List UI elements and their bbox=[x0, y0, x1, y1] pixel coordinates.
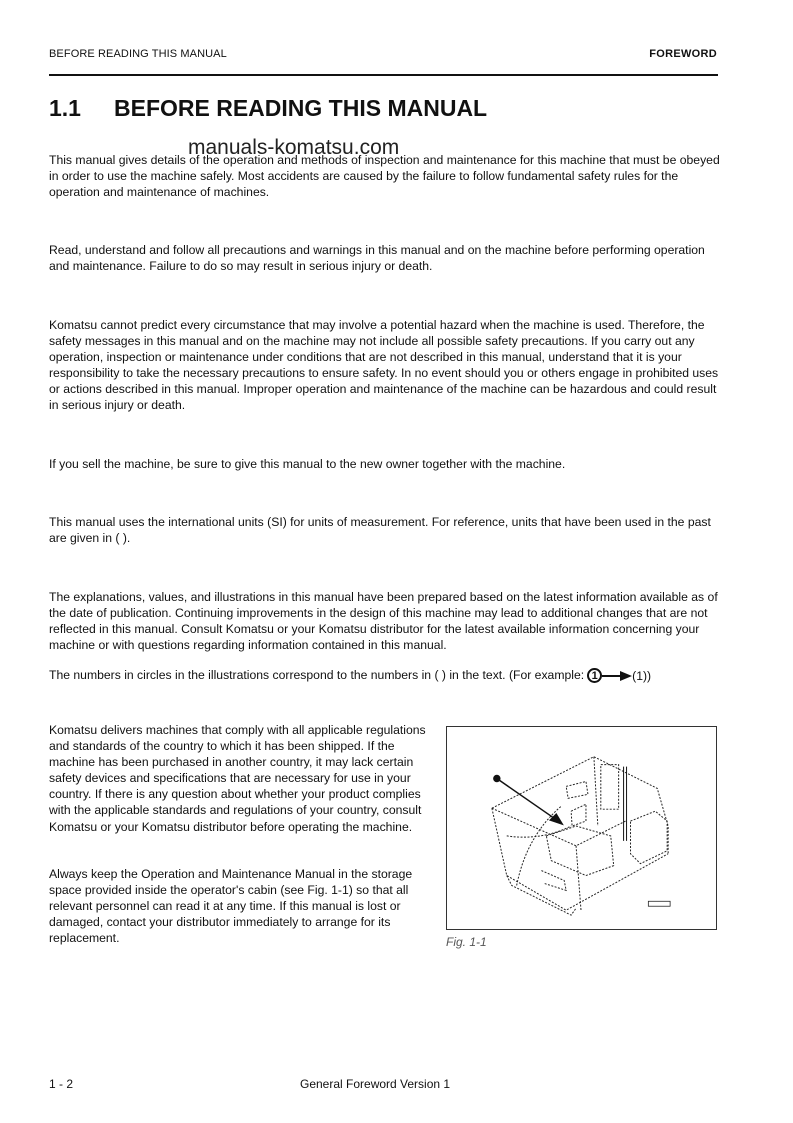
arrow-line bbox=[602, 675, 620, 677]
figure-code-label bbox=[648, 901, 670, 906]
operator-cabin-illustration bbox=[447, 727, 716, 929]
section-number: 1.1 bbox=[49, 95, 81, 121]
example-callout bbox=[584, 668, 651, 684]
paragraph-sell: If you sell the machine, be sure to give this manual to the new owner together with the machine. bbox=[49, 457, 566, 471]
paragraph-precautions: Read, understand and follow all precautions and warnings in this manual and on the machine before performing operation and maintenance. Failure to do so may result in serious injury or death. bbox=[49, 243, 705, 274]
paragraph-explanations: The explanations, values, and illustrations in this manual have been prepared based on the latest information available as of the date of publication. Continuing improvements in the design of this machine may lead to additional changes that are not reflected in this manual. Consult Komatsu or your Komatsu distributor for the latest available information concerning your machine or with questions regarding information contained in this manual. bbox=[49, 590, 718, 653]
running-header-chapter: FOREWORD bbox=[649, 48, 717, 60]
paragraph-units: This manual uses the international units (SI) for units of measurement. For reference, units that have been used in the past are given in ( ). bbox=[49, 515, 711, 546]
footer-document-version: General Foreword Version 1 bbox=[300, 1077, 451, 1091]
paragraph-intro: This manual gives details of the operation and methods of inspection and maintenance for this machine that must be obeyed in order to use the machine safely. Most accidents are caused by the failure to follow fundamental safety rules for the operation and maintenance of machines. bbox=[49, 153, 720, 200]
figure-caption: Fig. 1-1 bbox=[446, 935, 487, 949]
watermark: manuals-komatsu.com bbox=[188, 136, 400, 159]
page-number: 1 - 2 bbox=[49, 1077, 74, 1091]
paragraph-hazards: Komatsu cannot predict every circumstance that may involve a potential hazard when the machine is used. Therefore, the safety messages in this manual and on the machine may not include all possible safety precautions. If you carry out any operation, inspection or maintenance under conditions that are not described in this manual, understand that it is your responsibility to take the necessary precautions to ensure safety. In no event should you or others engage in prohibited uses or actions described in this manual. Improper operation and maintenance of the machine can be hazardous and could result in serious injury or death. bbox=[49, 318, 719, 413]
circled-number-icon: 1 bbox=[587, 668, 602, 683]
arrow-right-icon bbox=[620, 671, 632, 681]
page-title bbox=[49, 95, 487, 122]
running-header-section: BEFORE READING THIS MANUAL bbox=[49, 48, 227, 60]
paragraph-circle-numbers bbox=[49, 667, 721, 684]
header-divider bbox=[49, 74, 718, 76]
figure-operator-cabin bbox=[446, 726, 717, 930]
example-result: (1)) bbox=[632, 668, 652, 683]
paragraph-compliance: Komatsu delivers machines that comply with all applicable regulations and standards of the country to which it has been shipped. If the machine has been purchased in another country, it may lack certain safety devices and specifications that are necessary for use in your country. If there is any question about whether your product complies with the applicable standards and regulations of your country, consult Komatsu or your Komatsu distributor before operating the machine. bbox=[49, 723, 426, 834]
paragraph-storage: Always keep the Operation and Maintenance Manual in the storage space provided inside the operator's cabin (see Fig. 1-1) so that all relevant personnel can read it at any time. If this manual is lost or damaged, contact your distributor immediately to arrange for its replacement. bbox=[49, 867, 413, 946]
example-text: The numbers in circles in the illustrations correspond to the numbers in ( ) in the text. (For example: bbox=[49, 668, 585, 682]
section-title: BEFORE READING THIS MANUAL bbox=[114, 95, 488, 121]
